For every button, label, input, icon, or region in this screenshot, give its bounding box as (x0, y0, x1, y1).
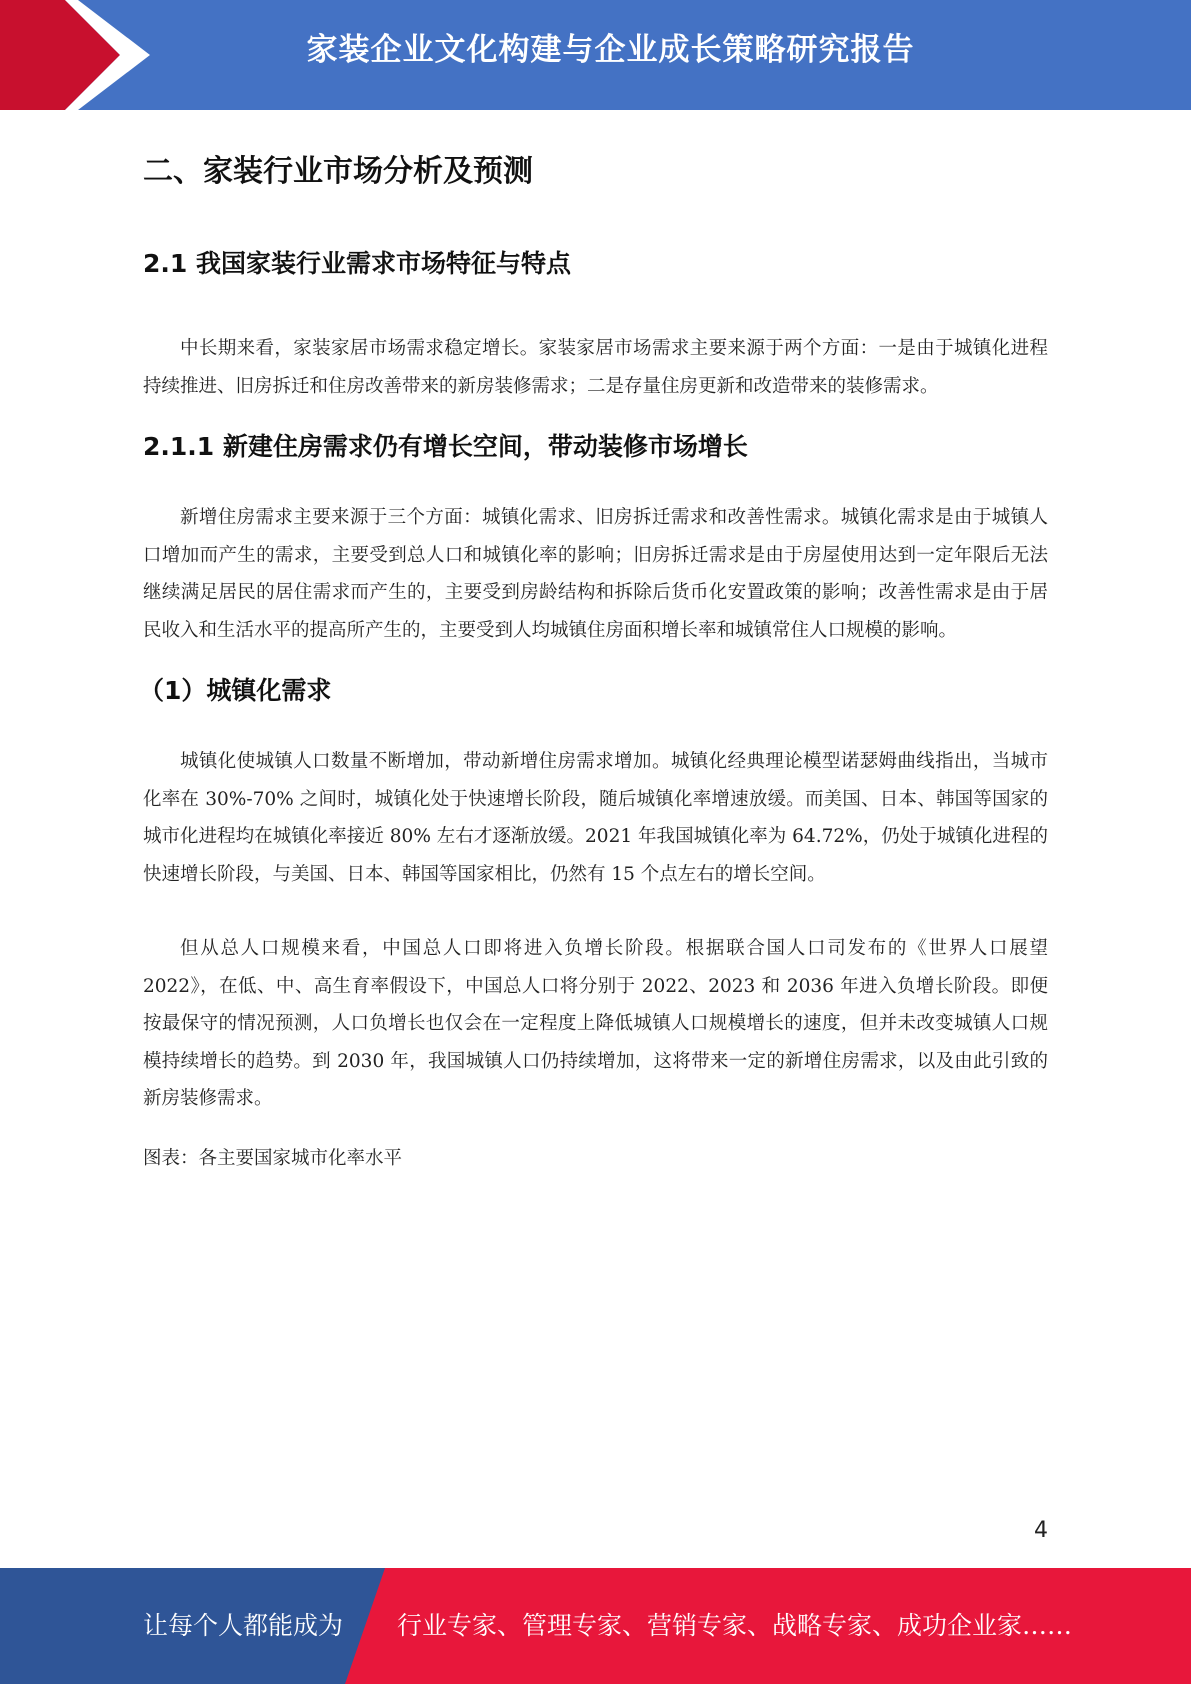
section-title: 二、家装行业市场分析及预测 (143, 154, 533, 189)
paragraph-2-1: 中长期来看，家装家居市场需求稳定增长。家装家居市场需求主要来源于两个方面：一是由于城镇化进程持续推进、旧房拆迁和住房改善带来的新房装修需求；二是存量住房更新和改造带来的装修需求。 (143, 338, 1048, 397)
paragraph-urbanization-2: 但从总人口规模来看，中国总人口即将进入负增长阶段。根据联合国人口司发布的《世界人口展望 2022》，在低、中、高生育率假设下，中国总人口将分别于 2022、2023 和 2036 年进入负增长阶段。即便按最保守的情况预测，人口负增长也仅会在一定程度上降低城镇人口规模增长的速度，但并未改变城镇人口规模持续增长的趋势。到 2030 年，我国城镇人口仍持续增加，这将带来一定的新增住房需求，以及由此引致的新房装修需求。 (143, 938, 1048, 1109)
document-body (139, 130, 1048, 1177)
footer-slogan-left: 让每个人都能成为 (143, 1611, 344, 1640)
page-header (0, 0, 1191, 110)
figure-caption: 图表：各主要国家城市化率水平 (143, 1147, 403, 1169)
paragraph-2-1-1: 新增住房需求主要来源于三个方面：城镇化需求、旧房拆迁需求和改善性需求。城镇化需求是由于城镇人口增加而产生的需求，主要受到总人口和城镇化率的影响；旧房拆迁需求是由于房屋使用达到一定年限后无法继续满足居民的居住需求而产生的，主要受到房龄结构和拆除后货币化安置政策的影响；改善性需求是由于居民收入和生活水平的提高所产生的，主要受到人均城镇住房面积增长率和城镇常住人口规模的影响。 (143, 507, 1048, 641)
header-chevron-icon (0, 0, 160, 110)
subsection-title-urbanization: （1）城镇化需求 (139, 676, 332, 705)
page-number: 4 (1034, 1518, 1048, 1543)
page-footer (0, 1568, 1191, 1684)
subsection-title-2-1-1: 2.1.1 新建住房需求仍有增长空间，带动装修市场增长 (143, 432, 748, 461)
subsection-title-2-1: 2.1 我国家装行业需求市场特征与特点 (143, 249, 571, 278)
footer-slogan-right: 行业专家、管理专家、营销专家、战略专家、成功企业家…… (397, 1611, 1073, 1640)
paragraph-urbanization-1: 城镇化使城镇人口数量不断增加，带动新增住房需求增加。城镇化经典理论模型诺瑟姆曲线指出，当城市化率在 30%-70% 之间时，城镇化处于快速增长阶段，随后城镇化率增速放缓。而美国、日本、韩国等国家的城市化进程均在城镇化率接近 80% 左右才逐渐放缓。2021 年我国城镇化率为 64.72%，仍处于城镇化进程的快速增长阶段，与美国、日本、韩国等国家相比，仍然有 15 个点左右的增长空间。 (143, 751, 1048, 885)
header-title: 家装企业文化构建与企业成长策略研究报告 (306, 32, 915, 68)
